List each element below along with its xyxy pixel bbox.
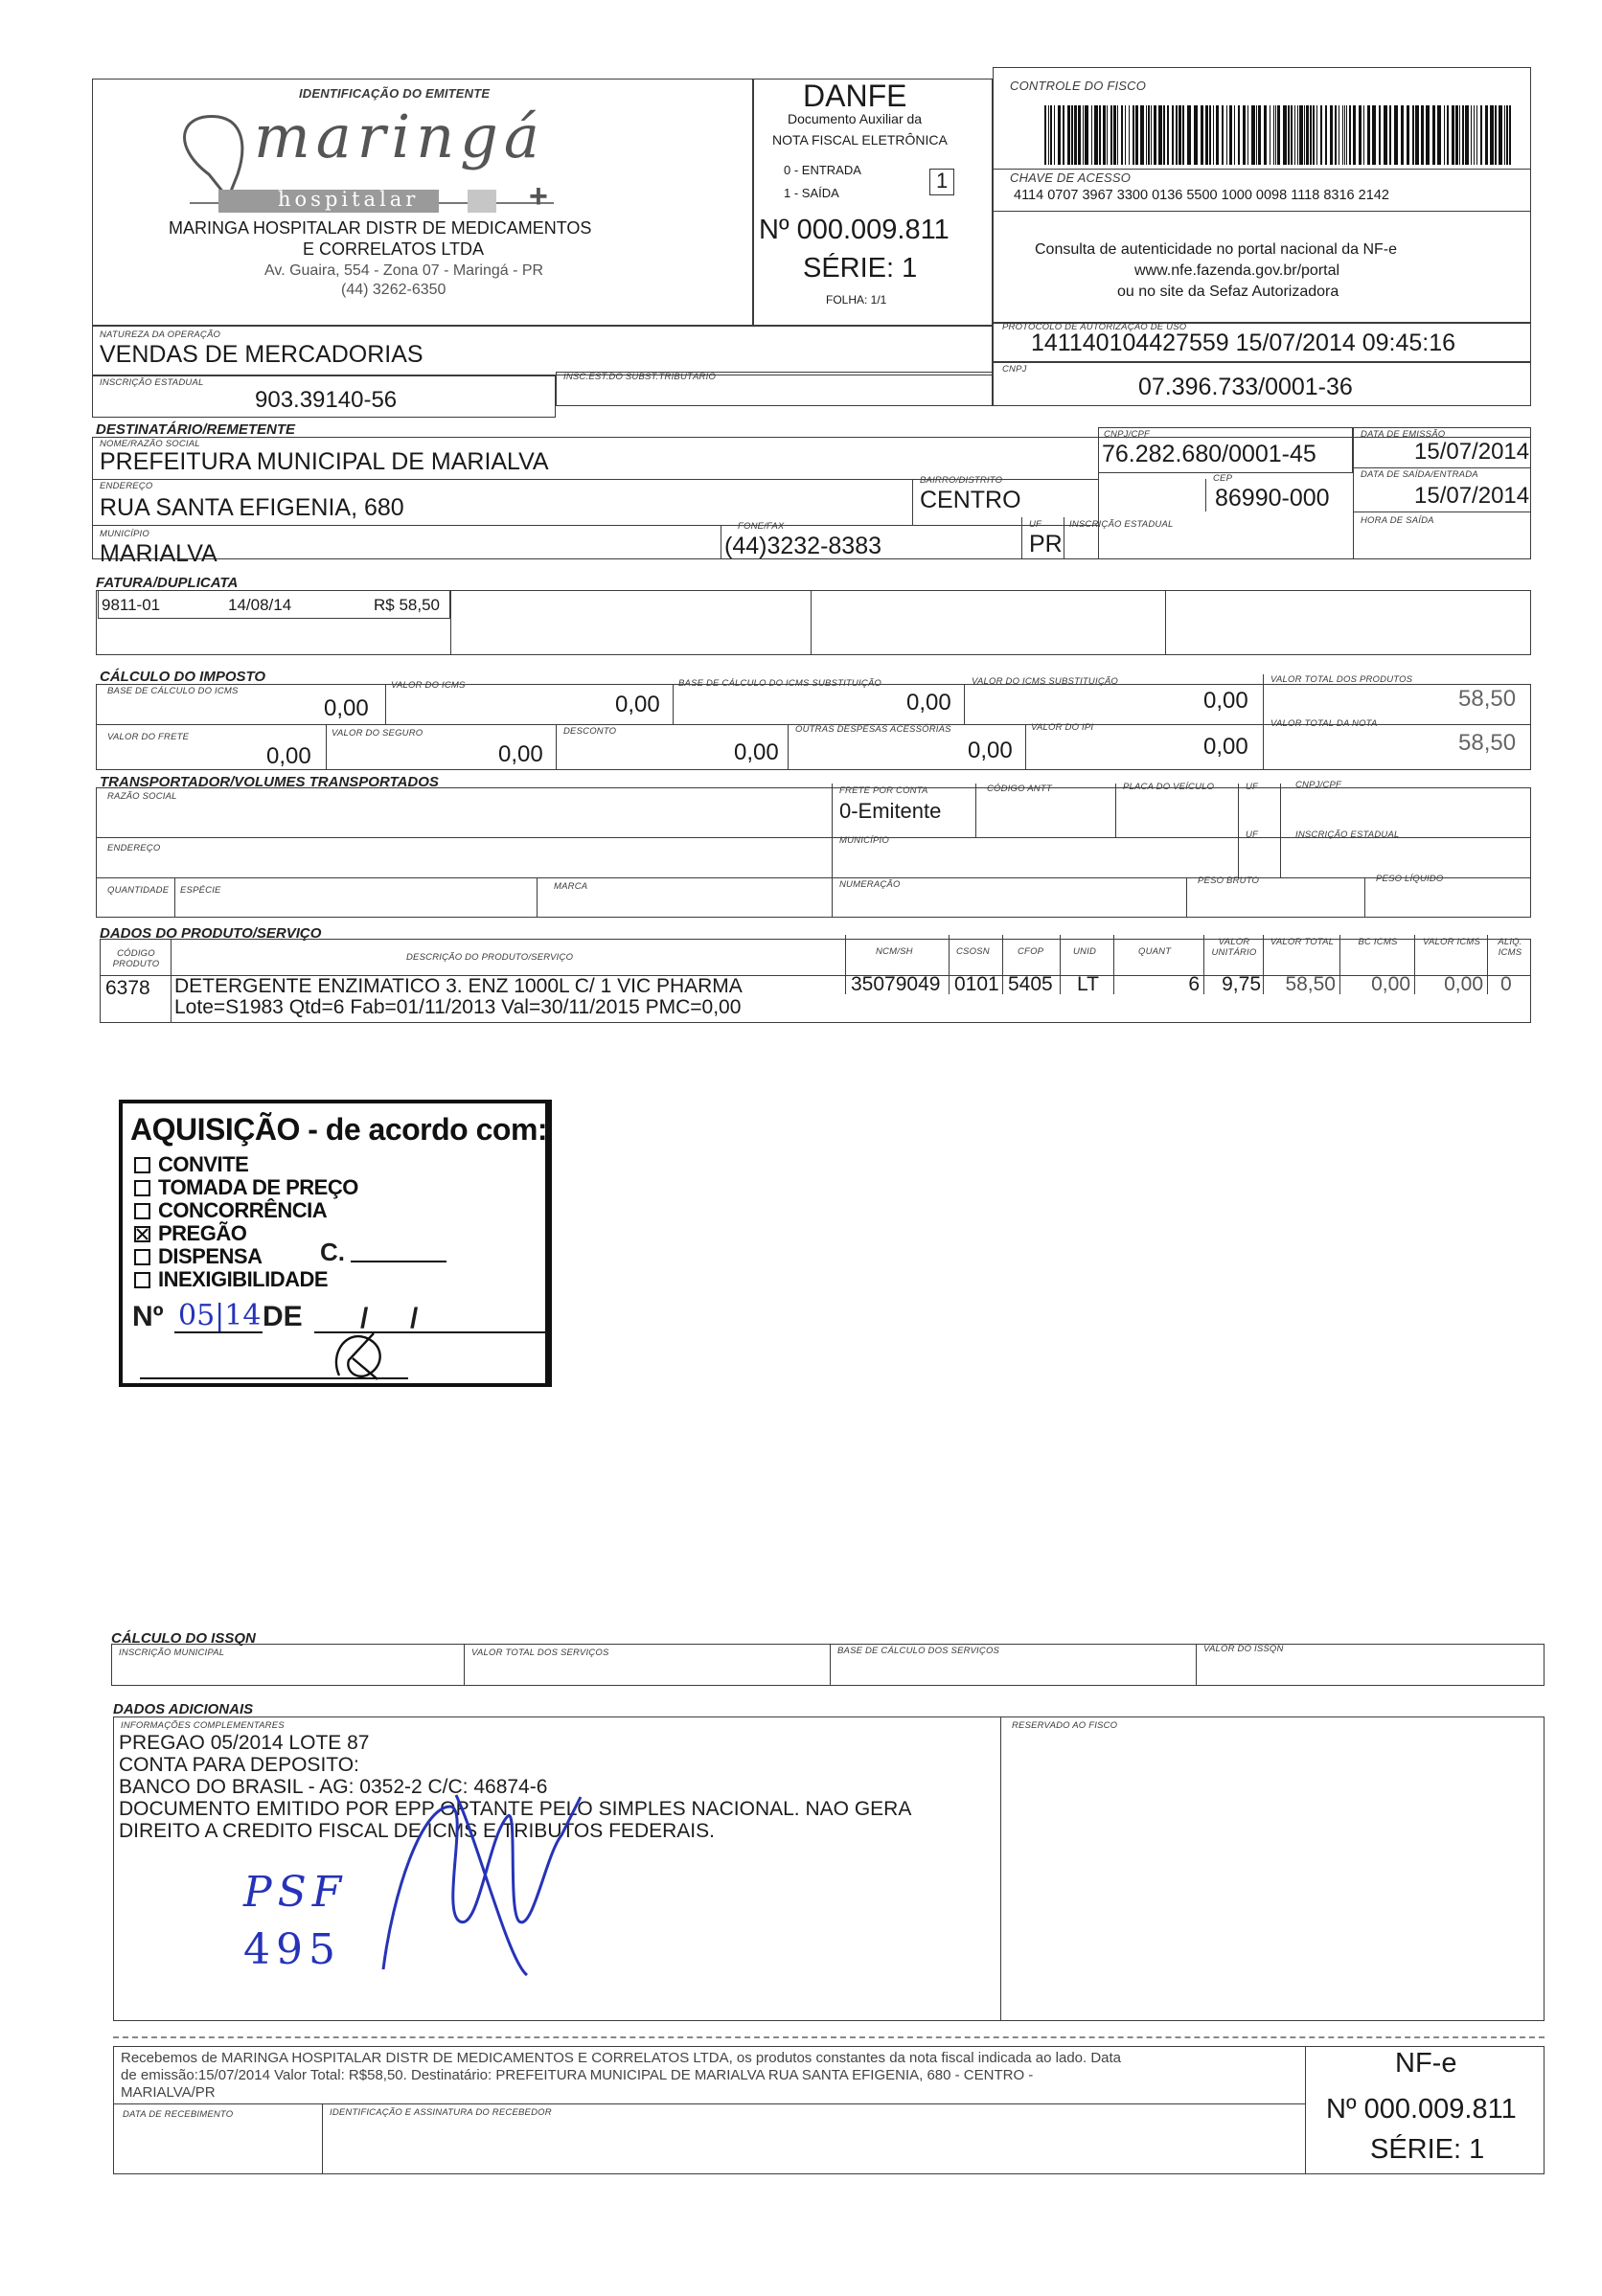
barcode-bar [1091,105,1092,165]
canhoto-nfe: NF-e [1395,2048,1457,2079]
barcode-bar [1415,105,1419,165]
barcode-bar [1367,105,1370,165]
barcode-bar [1264,105,1267,165]
barcode-bar [1335,105,1337,165]
emitente-name-1: MARINGA HOSPITALAR DISTR DE MEDICAMENTOS [169,218,592,238]
cnpj-emit-value: 07.396.733/0001-36 [1138,374,1353,400]
barcode-bar [1129,105,1130,165]
barcode-bar [1480,105,1482,165]
natureza-value: VENDAS DE MERCADORIAS [100,341,423,368]
row-ncm: 35079049 [851,973,941,995]
frete-conta-value: 0-Emitente [839,799,942,823]
col-aliq: ALIQ. ICMS [1498,937,1522,958]
municipio-label: MUNICÍPIO [100,529,149,539]
adicionais-line: DOCUMENTO EMITIDO POR EPP OPTANTE PELO SIMPLES NACIONAL. NAO GERA [119,1798,912,1820]
barcode-bar [1316,105,1317,165]
v-issqn-label: VALOR DO ISSQN [1203,1644,1284,1654]
v-nota-label: VALOR TOTAL DA NOTA [1270,718,1378,729]
ipi-label: VALOR DO IPI [1031,722,1094,733]
uf-value: PR [1029,531,1063,557]
assinatura-label: IDENTIFICAÇÃO E ASSINATURA DO RECEBEDOR [330,2107,552,2118]
canhoto-text-1: Recebemos de MARINGA HOSPITALAR DISTR DE MEDICAMENTOS E CORRELATOS LTDA, os produtos constantes da nota fiscal indicada ao lado. Data [121,2050,1122,2066]
danfe-tipo: 1 [936,169,949,193]
barcode-bar [1167,105,1169,165]
emitente-section-label: IDENTIFICAÇÃO DO EMITENTE [299,86,491,101]
col-descricao: DESCRIÇÃO DO PRODUTO/SERVIÇO [406,952,574,963]
barcode-bar [1320,105,1322,165]
barcode-bar [1158,105,1162,165]
barcode-bar [1133,105,1134,165]
col-unid: UNID [1073,946,1097,957]
row-vtotal: 58,50 [1285,973,1336,995]
cep-value: 86990-000 [1215,485,1330,511]
nome-value: PREFEITURA MUNICIPAL DE MARIALVA [100,448,549,475]
fone-label: FONE/FAX [738,521,785,532]
signature-mark [364,1778,594,1979]
danfe-saida: 1 - SAÍDA [784,186,839,200]
numeracao-label: NUMERAÇÃO [839,879,901,890]
col-ncm: NCM/SH [876,946,913,957]
im-label: INSCRIÇÃO MUNICIPAL [119,1648,225,1658]
barcode-bar [1476,105,1477,165]
barcode-bar [1247,105,1248,165]
stamp-title: AQUISIÇÃO - de acordo com: [130,1112,548,1147]
seguro-value: 0,00 [498,741,543,767]
barcode-bar [1372,105,1376,165]
barcode-bar [1474,105,1475,165]
stamp-option-label: INEXIGIBILIDADE [158,1267,329,1291]
adicionais-line: DIREITO A CREDITO FISCAL DE ICMS E TRIBUTOS FEDERAIS. [119,1820,715,1842]
fatura-numero: 9811-01 [102,596,161,614]
barcode-bar [1058,105,1061,165]
stamp-option-label: PREGÃO [158,1221,247,1245]
col-vunit: VALOR UNITÁRIO [1211,937,1257,958]
barcode-bar [1297,105,1298,165]
uf-transp-label: UF [1246,782,1259,792]
hand-495: 495 [243,1925,341,1974]
barcode-bar [1054,105,1055,165]
v-prod-value: 58,50 [1458,686,1517,712]
barcode-bar [1465,105,1469,165]
bc-st-value: 0,00 [906,690,951,716]
consulta-2: www.nfe.fazenda.gov.br/portal [1134,262,1340,279]
canhoto-numero: Nº 000.009.811 [1326,2094,1517,2125]
bc-icms-label: BASE DE CÁLCULO DO ICMS [107,686,239,696]
barcode-bar [1288,105,1290,165]
barcode-bar [1099,105,1101,165]
row-csosn: 0101 [954,973,999,995]
barcode-bar [1452,105,1454,165]
barcode-bar [1148,105,1150,165]
adicionais-line: PREGAO 05/2014 LOTE 87 [119,1732,370,1754]
barcode-bar [1251,105,1255,165]
municipio-value: MARIALVA [100,540,217,567]
barcode-bar [1121,105,1123,165]
checkbox-icon [134,1249,150,1265]
stamp-c-label: C. [320,1238,345,1266]
stamp-option [134,1268,358,1291]
barcode-bar [1407,105,1409,165]
row-codigo: 6378 [105,977,150,999]
barcode-bar [1151,105,1152,165]
barcode-bar [1426,105,1430,165]
barcode-bar [1379,105,1381,165]
barcode-bar [1094,105,1098,165]
barcode-bar [1107,105,1108,165]
barcode-bar [1154,105,1156,165]
col-csosn: CSOSN [956,946,990,957]
produtos-section: DADOS DO PRODUTO/SERVIÇO [100,925,322,942]
col-cfop: CFOP [1018,946,1044,957]
barcode-bar [1304,105,1305,165]
barcode-bar [1353,105,1356,165]
barcode-bar [1444,105,1445,165]
cnpj-transp-label: CNPJ/CPF [1295,780,1342,790]
transporte-section: TRANSPORTADOR/VOLUMES TRANSPORTADOS [100,774,439,790]
ie-value: 903.39140-56 [255,387,398,413]
barcode-bar [1117,105,1118,165]
barcode-bar [1146,105,1147,165]
barcode-bar [1213,105,1214,165]
fone-value: (44)3232-8383 [724,533,882,559]
barcode-bar [1163,105,1165,165]
barcode-bar [1330,105,1333,165]
bc-icms-value: 0,00 [324,695,369,721]
peso-liquido-label: PESO LÍQUIDO [1376,874,1444,884]
danfe-title: DANFE [803,79,907,113]
destinatario-section: DESTINATÁRIO/REMETENTE [96,421,296,438]
info-label: INFORMAÇÕES COMPLEMENTARES [121,1720,285,1731]
v-nota-value: 58,50 [1458,730,1517,756]
barcode-bar [1243,105,1246,165]
barcode-bar [1294,105,1295,165]
barcode-bar [1172,105,1174,165]
barcode [1044,105,1514,165]
adicionais-section: DADOS ADICIONAIS [113,1701,254,1717]
barcode-bar [1459,105,1460,165]
barcode-bar [1506,105,1508,165]
barcode-bar [1256,105,1257,165]
col-codigo: CÓDIGO PRODUTO [112,948,160,969]
col-bcicms: BC ICMS [1358,937,1398,947]
barcode-bar [1258,105,1261,165]
chave-label: CHAVE DE ACESSO [1010,170,1132,185]
ie-transp-label: INSCRIÇÃO ESTADUAL [1295,830,1400,840]
row-vunit: 9,75 [1222,973,1261,995]
row-quant: 6 [1188,973,1200,995]
cep-label: CEP [1213,473,1233,484]
barcode-bar [1125,105,1126,165]
barcode-bar [1113,105,1116,165]
row-descricao: DETERGENTE ENZIMATICO 3. ENZ 1000L C/ 1 VIC PHARMA [174,975,743,997]
municipio-transp-label: MUNICÍPIO [839,835,889,846]
danfe-folha: FOLHA: 1/1 [826,293,887,307]
barcode-bar [1283,105,1287,165]
fatura-vencimento: 14/08/14 [228,596,292,614]
barcode-bar [1140,105,1144,165]
cnpj-emit-label: CNPJ [1002,364,1027,375]
desconto-label: DESCONTO [563,726,617,737]
bc-st-label: BASE DE CÁLCULO DO ICMS SUBSTITUIÇÃO [678,678,882,689]
danfe-subtitle-1: Documento Auxiliar da [788,111,923,126]
seguro-label: VALOR DO SEGURO [332,728,423,739]
quantidade-label: QUANTIDADE [107,885,170,896]
barcode-bar [1299,105,1303,165]
stamp-option [134,1199,358,1222]
barcode-bar [1344,105,1345,165]
adicionais-line: CONTA PARA DEPOSITO: [119,1754,359,1776]
barcode-bar [1226,105,1227,165]
barcode-bar [1447,105,1449,165]
ie-st-label: INSC.EST.DO SUBST.TRIBUTÁRIO [563,372,717,382]
cnpj-dest-value: 76.282.680/0001-45 [1102,441,1316,467]
barcode-bar [1310,105,1312,165]
emitente-address: Av. Guaira, 554 - Zona 07 - Maringá - PR [264,262,544,279]
barcode-bar [1421,105,1424,165]
stamp-numero-prefix: Nº [132,1301,164,1332]
barcode-bar [1085,105,1088,165]
barcode-bar [1313,105,1315,165]
logo-plus: + [529,178,548,215]
fatura-valor: R$ 58,50 [374,596,440,614]
barcode-bar [1074,105,1077,165]
saida-value: 15/07/2014 [1414,483,1530,509]
row-vicms: 0,00 [1444,973,1483,995]
stamp-option [134,1176,358,1199]
barcode-bar [1048,105,1049,165]
canhoto-serie: SÉRIE: 1 [1370,2134,1485,2165]
stamp-option [134,1153,358,1176]
barcode-bar [1401,105,1404,165]
barcode-bar [1306,105,1309,165]
v-prod-label: VALOR TOTAL DOS PRODUTOS [1270,674,1413,685]
checked-box-icon [134,1226,150,1242]
barcode-bar [1346,105,1347,165]
barcode-bar [1455,105,1458,165]
barcode-bar [1063,105,1064,165]
barcode-bar [1412,105,1414,165]
logo-sub: hospitalar [278,188,420,211]
row-cfop: 5405 [1008,973,1053,995]
stamp-option-label: TOMADA DE PREÇO [158,1175,358,1199]
barcode-bar [1275,105,1276,165]
col-vtotal: VALOR TOTAL [1270,937,1335,947]
barcode-bar [1389,105,1391,165]
barcode-bar [1384,105,1387,165]
canhoto-text-2: de emissão:15/07/2014 Valor Total: R$58,50. Destinatário: PREFEITURA MUNICIPAL DE MARIALVA RUA SANTA EFIGENIA, 680 - CENTRO - [121,2067,1034,2083]
barcode-bar [1182,105,1184,165]
checkbox-icon [134,1180,150,1196]
v-st-value: 0,00 [1203,688,1248,714]
reservado-label: RESERVADO AO FISCO [1012,1720,1118,1731]
aquisicao-stamp: AQUISIÇÃO - de acordo com: CONVITE TOMADA DE PREÇO CONCORRÊNCIA PREGÃO DISPENSA INEXIGIBILIDADE C. Nº 05|14 DE / / [119,1100,552,1387]
v-st-label: VALOR DO ICMS SUBSTITUIÇÃO [972,676,1119,687]
v-icms-label: VALOR DO ICMS [391,680,466,691]
barcode-bar [1135,105,1138,165]
barcode-bar [1432,105,1435,165]
barcode-bar [1209,105,1211,165]
v-icms-value: 0,00 [615,692,660,717]
nome-label: NOME/RAZÃO SOCIAL [100,439,200,449]
barcode-bar [1176,105,1178,165]
row-descricao-2: Lote=S1983 Qtd=6 Fab=01/11/2013 Val=30/11/2015 PMC=0,00 [174,996,742,1018]
barcode-bar [1229,105,1232,165]
consulta-1: Consulta de autenticidade no portal nacional da NF-e [1035,241,1398,258]
bairro-value: CENTRO [920,487,1021,513]
barcode-bar [1044,105,1046,165]
v-serv-label: VALOR TOTAL DOS SERVIÇOS [471,1648,609,1658]
stamp-option-label: CONCORRÊNCIA [158,1198,328,1222]
hand-psf: PSF [243,1868,348,1917]
row-bcicms: 0,00 [1371,973,1410,995]
barcode-bar [1050,105,1052,165]
logo-word: maringá [254,102,545,171]
barcode-bar [1103,105,1106,165]
barcode-bar [1349,105,1351,165]
barcode-bar [1238,105,1240,165]
barcode-bar [1485,105,1488,165]
bc-serv-label: BASE DE CÁLCULO DOS SERVIÇOS [837,1646,1000,1656]
row-unid: LT [1077,973,1099,995]
barcode-bar [1222,105,1224,165]
hora-label: HORA DE SAÍDA [1361,515,1434,526]
barcode-bar [1462,105,1464,165]
bairro-label: BAIRRO/DISTRITO [920,475,1003,486]
barcode-bar [1201,105,1203,165]
checkbox-icon [134,1272,150,1288]
danfe-serie: SÉRIE: 1 [803,253,918,284]
transporte-box [96,787,1531,918]
stamp-options [134,1153,358,1291]
barcode-bar [1277,105,1280,165]
frete-conta-label: FRETE POR CONTA [839,785,928,796]
danfe-entrada: 0 - ENTRADA [784,163,861,177]
issqn-section: CÁLCULO DO ISSQN [111,1630,256,1647]
adicionais-line: BANCO DO BRASIL - AG: 0352-2 C/C: 46874-6 [119,1776,548,1798]
stamp-de-label: DE [263,1301,303,1332]
endereco-transp-label: ENDEREÇO [107,843,161,853]
barcode-bar [1509,105,1511,165]
chave-acesso: 4114 0707 3967 3300 0136 5500 1000 0098 1118 8316 2142 [1014,188,1389,203]
peso-bruto-label: PESO BRUTO [1198,875,1260,886]
barcode-bar [1083,105,1084,165]
emitente-phone: (44) 3262-6350 [341,282,446,298]
controle-fisco-label: CONTROLE DO FISCO [1010,79,1147,93]
outras-value: 0,00 [968,738,1013,763]
col-quant: QUANT [1138,946,1172,957]
uf2-transp-label: UF [1246,830,1259,840]
frete-value: 0,00 [266,743,311,769]
barcode-bar [1216,105,1219,165]
stamp-numero-hand: 05|14 [178,1299,262,1332]
barcode-bar [1071,105,1073,165]
endereco-label: ENDEREÇO [100,481,153,491]
barcode-bar [1363,105,1364,165]
marca-label: MARCA [554,881,588,892]
cnpj-dest-label: CNPJ/CPF [1104,429,1151,440]
barcode-bar [1325,105,1327,165]
barcode-bar [1342,105,1343,165]
emissao-value: 15/07/2014 [1414,439,1530,465]
barcode-bar [1078,105,1081,165]
barcode-bar [1437,105,1441,165]
uf-label: UF [1029,519,1042,530]
fatura-section: FATURA/DUPLICATA [96,575,239,591]
barcode-bar [1291,105,1293,165]
protocolo-label: PROTOCOLO DE AUTORIZAÇÃO DE USO [1002,322,1187,332]
danfe-numero: Nº 000.009.811 [759,215,950,245]
razao-label: RAZÃO SOCIAL [107,791,177,802]
stamp-option-label: DISPENSA [158,1244,263,1268]
barcode-bar [1504,105,1505,165]
barcode-bar [1471,105,1472,165]
col-vicms: VALOR ICMS [1422,937,1481,947]
barcode-bar [1179,105,1181,165]
outras-label: OUTRAS DESPESAS ACESSÓRIAS [795,724,951,735]
row-aliq: 0 [1500,973,1512,995]
barcode-bar [1234,105,1235,165]
stamp-initials [324,1326,400,1385]
checkbox-icon [134,1157,150,1173]
frete-label: VALOR DO FRETE [107,732,190,742]
protocolo-value: 141140104427559 15/07/2014 09:45:16 [1031,330,1456,356]
emissao-label: DATA DE EMISSÃO [1361,429,1446,440]
canhoto-text-3: MARIALVA/PR [121,2084,216,2101]
barcode-bar [1499,105,1502,165]
barcode-bar [1110,105,1112,165]
especie-label: ESPÉCIE [180,885,221,896]
issqn-box [111,1644,1545,1686]
barcode-bar [1067,105,1070,165]
ie-label: INSCRIÇÃO ESTADUAL [100,377,204,388]
saida-label: DATA DE SAÍDA/ENTRADA [1361,469,1478,480]
barcode-bar [1205,105,1208,165]
barcode-bar [1490,105,1494,165]
barcode-bar [1359,105,1362,165]
barcode-bar [1273,105,1274,165]
data-recebimento-label: DATA DE RECEBIMENTO [123,2109,234,2120]
ipi-value: 0,00 [1203,734,1248,760]
barcode-bar [1394,105,1398,165]
imposto-section: CÁLCULO DO IMPOSTO [100,669,266,685]
ie-dest-label: INSCRIÇÃO ESTADUAL [1069,519,1174,530]
natureza-label: NATUREZA DA OPERAÇÃO [100,330,221,340]
consulta-3: ou no site da Sefaz Autorizadora [1117,284,1339,300]
stamp-option-label: CONVITE [158,1152,249,1176]
desconto-value: 0,00 [734,739,779,765]
barcode-bar [1495,105,1497,165]
checkbox-icon [134,1203,150,1219]
antt-label: CÓDIGO ANTT [987,784,1052,794]
placa-label: PLACA DO VEÍCULO [1123,782,1215,792]
barcode-bar [1187,105,1191,165]
barcode-bar [1194,105,1198,165]
danfe-subtitle-2: NOTA FISCAL ELETRÔNICA [772,132,948,148]
endereco-value: RUA SANTA EFIGENIA, 680 [100,494,404,521]
emitente-name-2: E CORRELATOS LTDA [303,239,485,259]
